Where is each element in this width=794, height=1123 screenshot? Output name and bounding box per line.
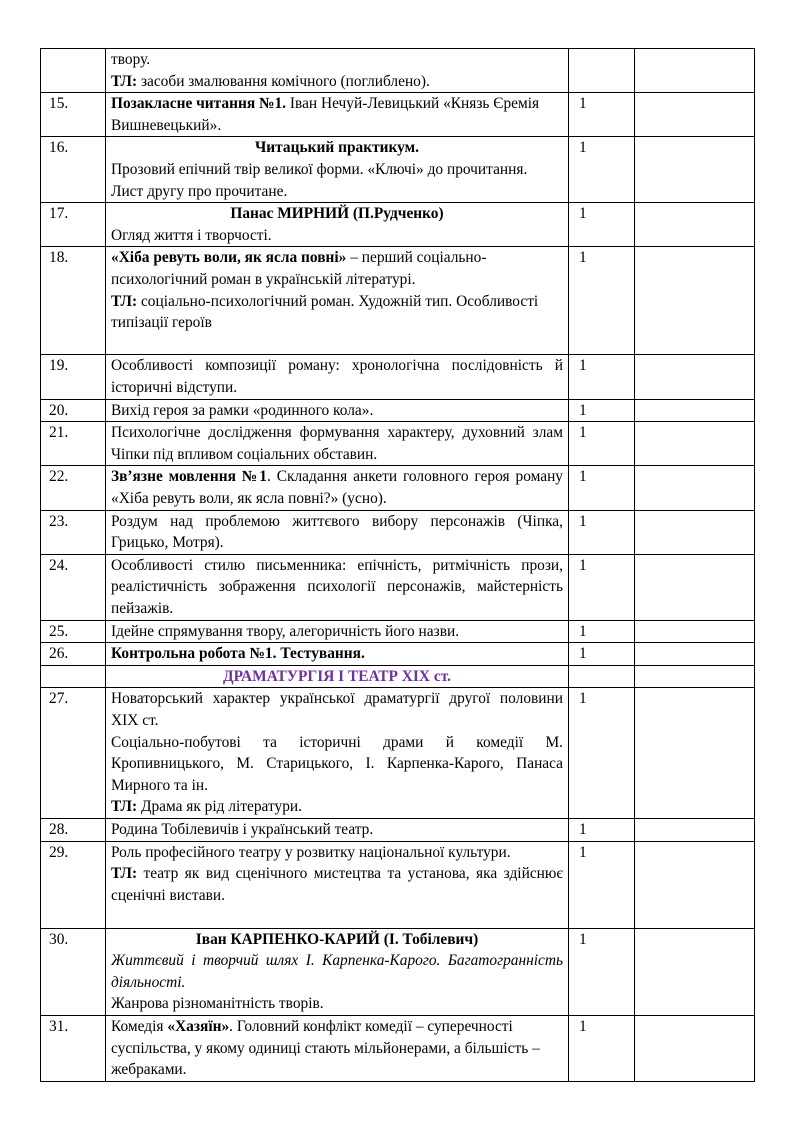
row-number: 29. <box>41 841 106 928</box>
curriculum-table <box>40 48 755 1082</box>
row-number: 24. <box>41 554 106 620</box>
row-topic: Ідейне спрямування твору, алегоричність його назви. <box>106 620 569 643</box>
row-notes <box>635 510 755 554</box>
row-notes <box>635 49 755 93</box>
row-number: 21. <box>41 422 106 466</box>
row-notes <box>635 355 755 399</box>
table-row <box>41 928 755 1015</box>
table-row <box>41 841 755 928</box>
tl-text: засоби змалювання комічного (поглиблено). <box>137 72 430 90</box>
row-notes <box>635 819 755 842</box>
row-notes <box>635 137 755 203</box>
row-topic: Роздум над проблемою життєвого вибору персонажів (Чіпка, Грицько, Мотря). <box>106 510 569 554</box>
row-number: 26. <box>41 643 106 666</box>
topic-text: Прозовий епічний твір великої форми. «Ключі» до прочитання. Лист другу про прочитане. <box>111 160 528 200</box>
row-hours <box>569 49 635 93</box>
row-number: 27. <box>41 688 106 819</box>
row-topic <box>106 928 569 1015</box>
row-topic <box>106 247 569 355</box>
row-notes <box>635 399 755 422</box>
row-number: 15. <box>41 93 106 137</box>
topic-bold: Контрольна робота №1. Тестування. <box>111 645 365 663</box>
row-hours <box>569 665 635 688</box>
row-hours: 1 <box>569 841 635 928</box>
row-notes <box>635 928 755 1015</box>
row-notes <box>635 841 755 928</box>
row-hours: 1 <box>569 247 635 355</box>
topic-text: – перший соціально-психологічний роман в українській літературі. <box>111 249 487 288</box>
topic-text: твору. <box>111 51 151 68</box>
table-row <box>41 247 755 355</box>
table-row <box>41 355 755 399</box>
row-topic <box>106 466 569 510</box>
row-hours: 1 <box>569 554 635 620</box>
author-title: Іван КАРПЕНКО-КАРИЙ (І. Тобілевич) <box>195 930 479 948</box>
row-number: 17. <box>41 203 106 247</box>
row-hours: 1 <box>569 928 635 1015</box>
row-topic <box>106 49 569 93</box>
row-hours: 1 <box>569 422 635 466</box>
topic-bold: Позакласне читання №1. <box>111 95 287 113</box>
row-hours: 1 <box>569 643 635 666</box>
row-topic <box>106 137 569 203</box>
row-number: 16. <box>41 137 106 203</box>
row-number: 22. <box>41 466 106 510</box>
table-row <box>41 819 755 842</box>
table-row <box>41 399 755 422</box>
author-title: Панас МИРНИЙ (П.Рудченко) <box>230 205 444 223</box>
row-hours: 1 <box>569 137 635 203</box>
row-hours: 1 <box>569 93 635 137</box>
topic-prefix: Комедія <box>111 1018 168 1035</box>
row-topic: Психологічне дослідження формування характеру, духовний злам Чіпки під впливом соціальних обставин. <box>106 422 569 466</box>
row-hours: 1 <box>569 203 635 247</box>
row-topic <box>106 1016 569 1082</box>
table-row <box>41 203 755 247</box>
topic-bold: «Хіба ревуть воли, як ясла повні» <box>111 249 347 267</box>
table-row <box>41 466 755 510</box>
table-row <box>41 49 755 93</box>
row-number: 18. <box>41 247 106 355</box>
tl-text: Драма як рід літератури. <box>137 798 302 816</box>
table-row <box>41 620 755 643</box>
row-number: 30. <box>41 928 106 1015</box>
table-row <box>41 1016 755 1082</box>
topic-text: Роль професійного театру у розвитку національної культури. <box>111 843 511 861</box>
row-hours: 1 <box>569 620 635 643</box>
row-notes <box>635 688 755 819</box>
tl-text: соціально-психологічний роман. Художній тип. Особливості типізації героїв <box>111 292 539 332</box>
row-number: 31. <box>41 1016 106 1082</box>
topic-text: . Головний конфлікт комедії – суперечності суспільства, у якому одиниці стають мільйонерами, а більшість – жебраками. <box>111 1018 540 1079</box>
row-hours: 1 <box>569 466 635 510</box>
table-row <box>41 554 755 620</box>
table-row <box>41 422 755 466</box>
table-row <box>41 137 755 203</box>
tl-text: театр як вид сценічного мистецтва та установа, яка здійснює сценічні вистави. <box>111 865 563 904</box>
tl-label: ТЛ: <box>111 798 138 816</box>
table-row <box>41 688 755 819</box>
row-number <box>41 665 106 688</box>
row-topic <box>106 203 569 247</box>
topic-text: Новаторський характер української драматургії другої половини ХІХ ст. <box>111 690 563 730</box>
section-row <box>41 665 755 688</box>
tl-label: ТЛ: <box>111 865 138 883</box>
row-number: 20. <box>41 399 106 422</box>
row-notes <box>635 554 755 620</box>
tl-label: ТЛ: <box>111 292 138 310</box>
row-notes <box>635 466 755 510</box>
row-hours: 1 <box>569 355 635 399</box>
topic-bold: «Хазяїн» <box>167 1018 230 1035</box>
row-number: 25. <box>41 620 106 643</box>
row-topic <box>106 643 569 666</box>
row-topic <box>106 93 569 137</box>
topic-text: Іван Нечуй-Левицький «Князь Єремія Вишневецький». <box>111 95 540 134</box>
row-notes <box>635 1016 755 1082</box>
topic-bold: Зв’язне мовлення №1 <box>111 468 268 486</box>
section-heading: ДРАМАТУРГІЯ І ТЕАТР ХІХ ст. <box>106 665 569 688</box>
topic-text: Огляд життя і творчості. <box>111 226 272 244</box>
row-hours: 1 <box>569 819 635 842</box>
row-topic: Вихід героя за рамки «родинного кола». <box>106 399 569 422</box>
row-topic <box>106 688 569 819</box>
topic-text: Життєвий і творчий шлях І. Карпенка-Карого. Багатогранність діяльності. <box>111 952 563 991</box>
row-notes <box>635 93 755 137</box>
topic-text-2: Соціально-побутові та історичні драми й комедії М. Кропивницького, М. Старицького, І. Карпенка-Карого, Панаса Мирного та ін. <box>111 733 563 794</box>
row-number: 19. <box>41 355 106 399</box>
row-number: 28. <box>41 819 106 842</box>
row-hours: 1 <box>569 688 635 819</box>
row-notes <box>635 665 755 688</box>
topic-title: Читацький практикум. <box>255 139 419 157</box>
row-notes <box>635 247 755 355</box>
row-topic: Родина Тобілевичів і український театр. <box>106 819 569 842</box>
topic-text-2: Жанрова різноманітність творів. <box>111 995 324 1013</box>
tl-label: ТЛ: <box>111 72 138 90</box>
row-notes <box>635 620 755 643</box>
row-hours: 1 <box>569 1016 635 1082</box>
row-notes <box>635 422 755 466</box>
row-topic <box>106 841 569 928</box>
row-number <box>41 49 106 93</box>
row-hours: 1 <box>569 399 635 422</box>
table-row <box>41 643 755 666</box>
row-notes <box>635 203 755 247</box>
row-number: 23. <box>41 510 106 554</box>
table-row <box>41 510 755 554</box>
row-notes <box>635 643 755 666</box>
topic-text: . Складання анкети головного героя роману «Хіба ревуть воли, як ясла повні?» (усно). <box>111 468 563 507</box>
table-row <box>41 93 755 137</box>
row-hours: 1 <box>569 510 635 554</box>
row-topic: Особливості стилю письменника: епічність, ритмічність прози, реалістичність зображення психології персонажів, майстерність пейзажів. <box>106 554 569 620</box>
row-topic: Особливості композиції роману: хронологічна послідовність й історичні відступи. <box>106 355 569 399</box>
